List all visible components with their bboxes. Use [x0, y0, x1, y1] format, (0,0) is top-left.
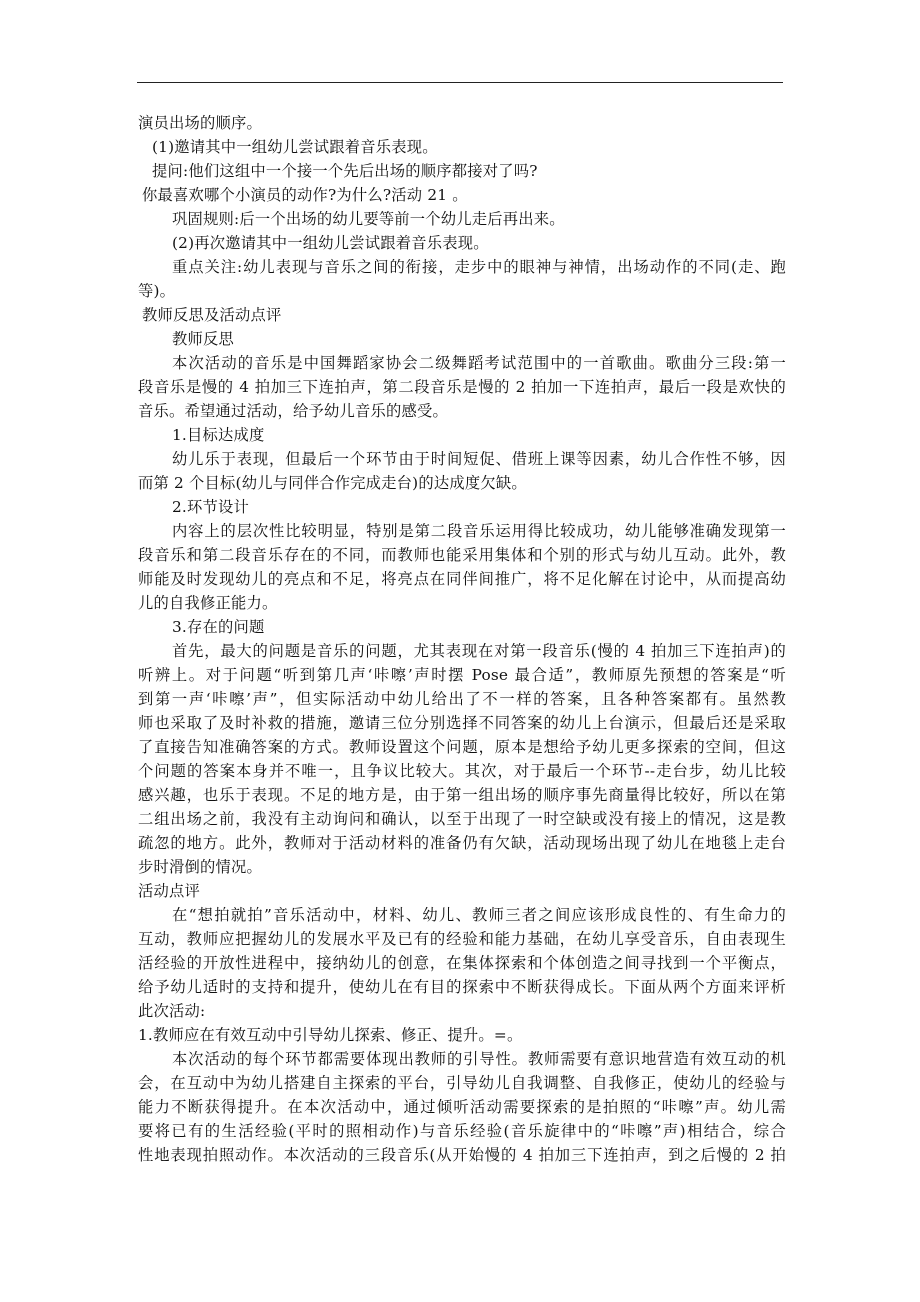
- text-line: 段音乐和第二段音乐存在的不同，而教师也能采用集体和个别的形式与幼儿互动。此外，教: [138, 546, 786, 564]
- text-line: 感兴趣，也乐于表现。不足的地方是，由于第一组出场的顺序事先商量得比较好，所以在第: [138, 786, 786, 804]
- text-line: 会，在互动中为幼儿搭建自主探索的平台，引导幼儿自我调整、自我修正，使幼儿的经验与: [138, 1074, 786, 1092]
- text-line: 要将已有的生活经验(平时的照相动作)与音乐经验(音乐旋律中的“咔嚓”声)相结合，综合: [138, 1122, 786, 1140]
- text-line: (1)邀请其中一组幼儿尝试跟着音乐表现。: [152, 138, 438, 156]
- text-line: 师能及时发现幼儿的亮点和不足，将亮点在同伴间推广，将不足化解在讨论中，从而提高幼: [138, 570, 786, 588]
- text-line: 给予幼儿适时的支持和提升，使幼儿在有目的探索中不断获得成长。下面从两个方面来评析: [138, 978, 786, 996]
- subsection-heading: 2.环节设计: [172, 498, 249, 516]
- text-line: 师也采取了及时补救的措施，邀请三位分别选择不同答案的幼儿上台演示，但最后还是采取: [138, 714, 786, 732]
- text-line: 提问:他们这组中一个接一个先后出场的顺序都接对了吗?: [152, 162, 538, 180]
- text-line: 活经验的开放性进程中，接纳幼儿的创意，在集体探索和个体创造之间寻找到一个平衡点，: [138, 954, 786, 972]
- text-line: 段音乐是慢的 4 拍加三下连拍声，第二段音乐是慢的 2 拍加一下连拍声，最后一段是欢快的: [138, 378, 786, 396]
- text-line: 巩固规则:后一个出场的幼儿要等前一个幼儿走后再出来。: [172, 210, 565, 228]
- section-heading: 教师反思及活动点评: [142, 306, 282, 324]
- text-line: 重点关注:幼儿表现与音乐之间的衔接，走步中的眼神与神情，出场动作的不同(走、跑: [172, 258, 786, 276]
- text-line: 在“想拍就拍”音乐活动中，材料、幼儿、教师三者之间应该形成良性的、有生命力的: [172, 906, 786, 924]
- section-heading: 1.教师应在有效互动中引导幼儿探索、修正、提升。=。: [138, 1026, 523, 1044]
- text-line: 演员出场的顺序。: [138, 114, 262, 132]
- subsection-heading: 3.存在的问题: [172, 618, 265, 636]
- text-line: 幼儿乐于表现，但最后一个环节由于时间短促、借班上课等因素，幼儿合作性不够，因: [172, 450, 786, 468]
- text-line: 到第一声‘咔嚓’声”，但实际活动中幼儿给出了不一样的答案，且各种答案都有。虽然教: [138, 690, 786, 708]
- text-line: 了直接告知准确答案的方式。教师设置这个问题，原本是想给予幼儿更多探索的空间，但这: [138, 738, 786, 756]
- text-line: 能力不断获得提升。在本次活动中，通过倾听活动需要探索的是拍照的“咔嚓”声。幼儿需: [138, 1098, 786, 1116]
- text-line: 本次活动的音乐是中国舞蹈家协会二级舞蹈考试范围中的一首歌曲。歌曲分三段:第一: [172, 354, 786, 372]
- text-line: 儿的自我修正能力。: [138, 594, 278, 612]
- text-line: 个问题的答案本身并不唯一，且争议比较大。其次，对于最后一个环节--走台步，幼儿比较: [138, 762, 786, 780]
- text-line: 步时滑倒的情况。: [138, 858, 262, 876]
- text-line: 疏忽的地方。此外，教师对于活动材料的准备仍有欠缺，活动现场出现了幼儿在地毯上走台: [138, 834, 786, 852]
- text-line: 二组出场之前，我没有主动询问和确认，以至于出现了一时空缺或没有接上的情况，这是教: [138, 810, 786, 828]
- text-line: 首先，最大的问题是音乐的问题，尤其表现在对第一段音乐(慢的 4 拍加三下连拍声)的: [172, 642, 786, 660]
- text-line: (2)再次邀请其中一组幼儿尝试跟着音乐表现。: [172, 234, 489, 252]
- text-line: 性地表现拍照动作。本次活动的三段音乐(从开始慢的 4 拍加三下连拍声，到之后慢的 2 拍: [138, 1146, 786, 1164]
- subsection-heading: 1.目标达成度: [172, 426, 265, 444]
- text-line: 等)。: [138, 282, 176, 300]
- text-line: 你最喜欢哪个小演员的动作?为什么?活动 21 。: [142, 186, 468, 204]
- text-line: 本次活动的每个环节都需要体现出教师的引导性。教师需要有意识地营造有效互动的机: [172, 1050, 786, 1068]
- text-line: 听辨上。对于问题“听到第几声‘咔嚓’声时摆 Pose 最合适”，教师原先预想的答案是“听: [138, 666, 786, 684]
- text-line: 互动，教师应把握幼儿的发展水平及已有的经验和能力基础，在幼儿享受音乐，自由表现生: [138, 930, 786, 948]
- text-line: 内容上的层次性比较明显，特别是第二段音乐运用得比较成功，幼儿能够准确发现第一: [172, 522, 786, 540]
- text-line: 音乐。希望通过活动，给予幼儿音乐的感受。: [138, 402, 448, 420]
- text-line: 而第 2 个目标(幼儿与同伴合作完成走台)的达成度欠缺。: [138, 474, 527, 492]
- subsection-heading: 教师反思: [172, 330, 234, 348]
- section-heading: 活动点评: [138, 882, 200, 900]
- text-line: 此次活动:: [138, 1002, 206, 1020]
- header-rule: [137, 82, 783, 83]
